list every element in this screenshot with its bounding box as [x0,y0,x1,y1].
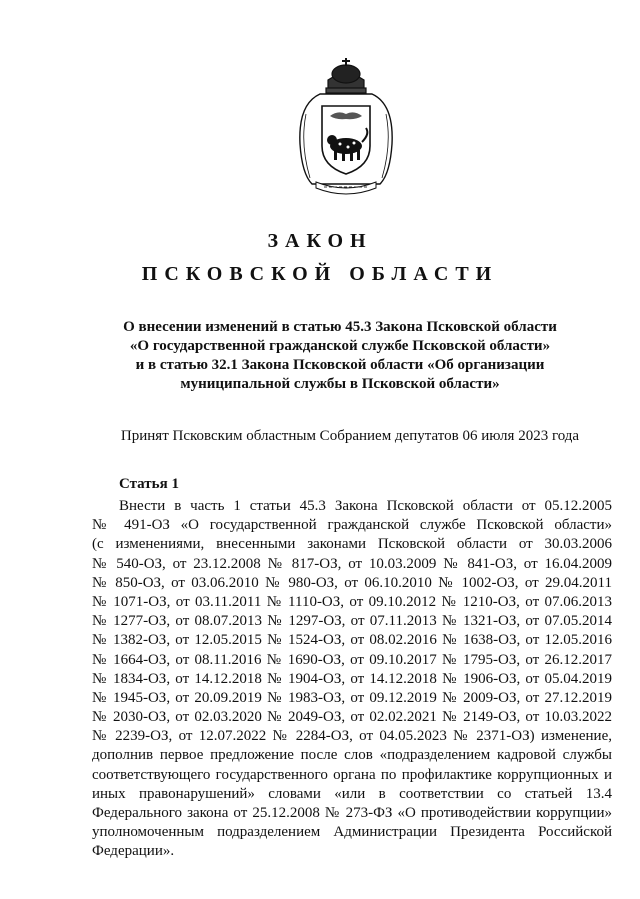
body-line: Федерального закона от 25.12.2008 № 273-ФЗ «О противодействии коррупции» [92,805,612,821]
body-line: дополнив первое предложение после слов «подразделением кадровой службы [92,747,612,764]
document-subtitle: ПСКОВСКОЙ ОБЛАСТИ [141,263,499,285]
law-heading [80,318,600,394]
body-line: № 491-ОЗ «О государственной гражданской службе Псковской области» [92,517,612,534]
adoption-statement: Принят Псковским областным Собранием депутатов 06 июля 2023 года [120,428,580,444]
article-body [92,497,612,862]
body-line: № 2239-ОЗ, от 12.07.2022 № 2284-ОЗ, от 04.05.2023 № 2371-ОЗ) изменение, [92,728,612,745]
body-line: Федерации». [92,843,175,860]
body-line: уполномоченным подразделением Администрации Президента Российской [92,824,612,841]
body-line: № 1382-ОЗ, от 12.05.2015 № 1524-ОЗ, от 08.02.2016 № 1638-ОЗ, от 12.05.2016 [92,632,612,649]
body-line: № 540-ОЗ, от 23.12.2008 № 817-ОЗ, от 10.03.2009 № 841-ОЗ, от 16.04.2009 [92,555,612,572]
heading-line: «О государственной гражданской службе Псковской области» [129,338,551,354]
body-line: Внести в часть 1 статьи 45.3 Закона Псковской области от 05.12.2005 [119,498,612,514]
coat-of-arms-emblem [290,54,402,196]
body-line: № 1071-ОЗ, от 03.11.2011 № 1110-ОЗ, от 09.10.2012 № 1210-ОЗ, от 07.06.2013 [92,593,612,610]
body-line: № 850-ОЗ, от 03.06.2010 № 980-ОЗ, от 06.10.2010 № 1002-ОЗ, от 29.04.2011 [92,574,612,591]
body-line: № 1945-ОЗ, от 20.09.2019 № 1983-ОЗ, от 09.12.2019 № 2009-ОЗ, от 27.12.2019 [92,689,612,706]
article-title: Статья 1 [119,476,179,492]
document-title: ЗАКОН [267,230,373,252]
body-line: иных правонарушений» словами «или в соответствии со статьей 13.4 [92,785,612,802]
body-line: № 1277-ОЗ, от 08.07.2013 № 1297-ОЗ, от 07.11.2013 № 1321-ОЗ, от 07.05.2014 [92,613,612,630]
body-line: (с изменениями, внесенными законами Псковской области от 30.03.2006 [92,536,612,553]
body-line: № 1664-ОЗ, от 08.11.2016 № 1690-ОЗ, от 09.10.2017 № 1795-ОЗ, от 26.12.2017 [92,651,612,668]
heading-line: О внесении изменений в статью 45.3 Закона Псковской области [123,319,557,335]
body-line: № 2030-ОЗ, от 02.03.2020 № 2049-ОЗ, от 02.02.2021 № 2149-ОЗ, от 10.03.2022 [92,709,612,726]
crown-icon [326,58,366,93]
body-line: № 1834-ОЗ, от 14.12.2018 № 1904-ОЗ, от 14.12.2018 № 1906-ОЗ, от 05.04.2019 [92,670,612,687]
body-line: соответствующего государственного органа по профилактике коррупционных и [92,766,612,783]
heading-line: и в статью 32.1 Закона Псковской области «Об организации [135,357,545,373]
heading-line: муниципальной службы в Псковской области» [180,376,500,392]
